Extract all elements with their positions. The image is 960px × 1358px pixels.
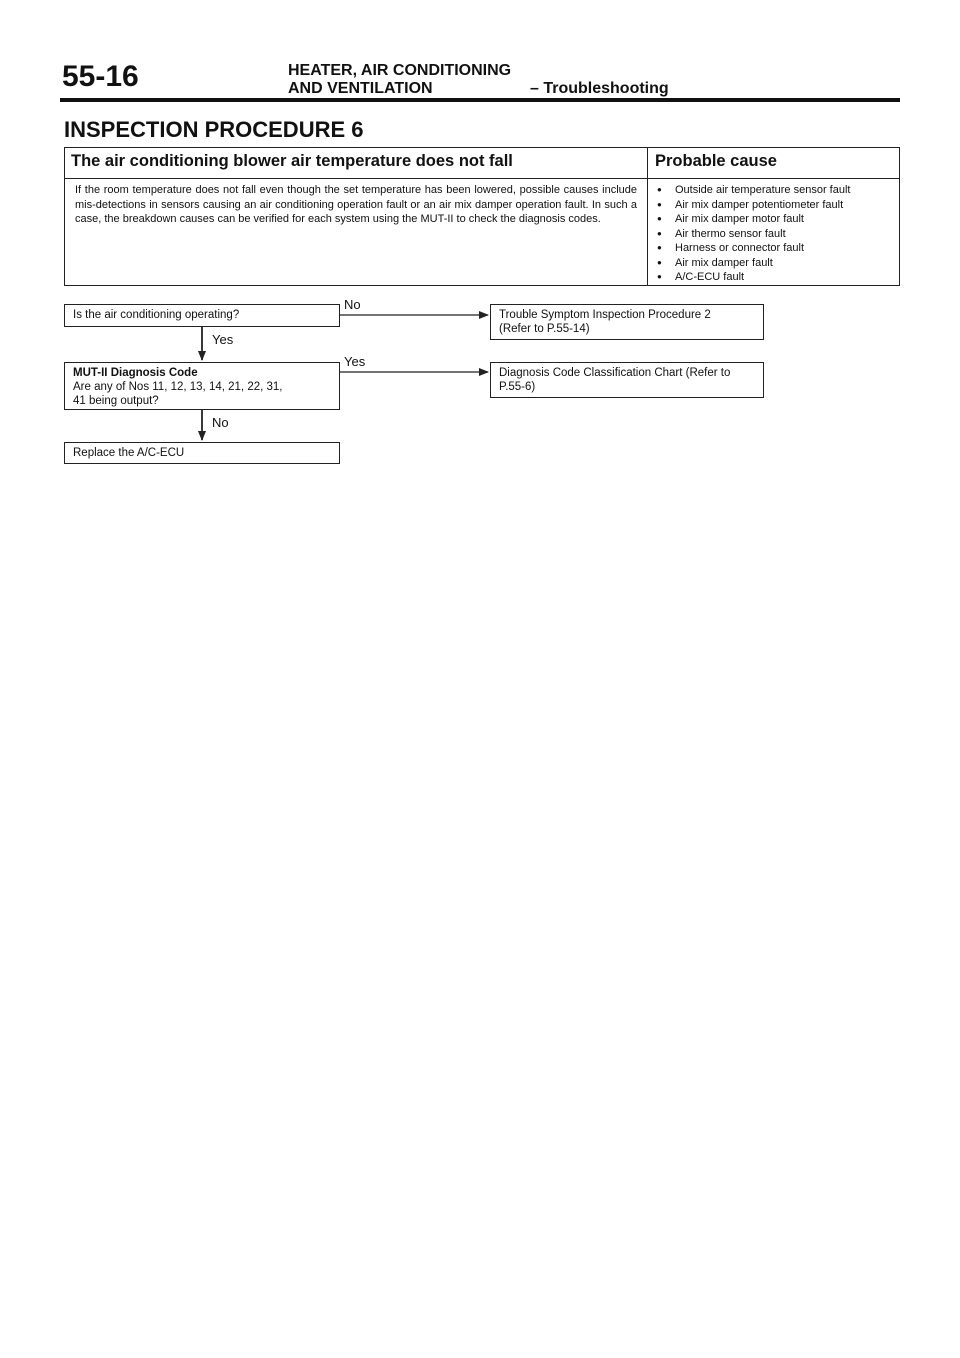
action-replace-ac-ecu [64, 442, 340, 464]
chapter-subtitle: – Troubleshooting [530, 80, 669, 97]
symptom-description: If the room temperature does not fall even though the set temperature has been lowered, possible causes include mis-detections in sensors causing an air conditioning operation fault or an air mix damper operation fault. In such a case, the breakdown causes can be verified for each system using the MUT-II to check the diagnosis codes. [75, 184, 637, 225]
probable-cause-item: ● Air mix damper motor fault [655, 212, 895, 227]
question-ac-operating [64, 304, 340, 327]
question-diagnosis-code-line1: Are any of Nos 11, 12, 13, 14, 21, 22, 31, [73, 381, 283, 393]
result-diagnosis-code-chart [490, 362, 764, 398]
q2-no-label: No [212, 415, 229, 430]
question-diagnosis-code-line2: 41 being output? [73, 395, 159, 407]
result-trouble-symptom-line1: Trouble Symptom Inspection Procedure 2 [499, 309, 711, 321]
probable-cause-item: ● Harness or connector fault [655, 241, 895, 256]
symptom-title: The air conditioning blower air temperature does not fall [71, 152, 513, 170]
probable-cause-item: ● Air mix damper fault [655, 256, 895, 271]
probable-cause-item: ● Outside air temperature sensor fault [655, 183, 895, 198]
result-diagnosis-code-line2: P.55-6) [499, 381, 536, 393]
q1-no-label: No [344, 297, 361, 312]
question-diagnosis-code-title: MUT-II Diagnosis Code [73, 367, 198, 379]
question-ac-operating-text: Is the air conditioning operating? [73, 309, 240, 321]
action-replace-ac-ecu-text: Replace the A/C-ECU [73, 447, 185, 459]
result-diagnosis-code-line1: Diagnosis Code Classification Chart (Refer to [499, 367, 731, 379]
section-title: INSPECTION PROCEDURE 6 [64, 117, 364, 142]
question-diagnosis-code [64, 362, 340, 410]
result-trouble-symptom-line2: (Refer to P.55-14) [499, 323, 590, 335]
probable-cause-item: ● Air mix damper potentiometer fault [655, 198, 895, 213]
probable-cause-title: Probable cause [655, 152, 777, 170]
probable-cause-item: ● A/C-ECU fault [655, 270, 895, 285]
result-trouble-symptom-procedure [490, 304, 764, 340]
probable-cause-item: ● Air thermo sensor fault [655, 227, 895, 242]
chapter-title-line2: AND VENTILATION [288, 80, 433, 97]
q2-yes-label: Yes [344, 354, 366, 369]
page-number: 55-16 [62, 60, 139, 93]
q1-yes-label: Yes [212, 332, 234, 347]
chapter-title-line1: HEATER, AIR CONDITIONING [288, 62, 512, 79]
